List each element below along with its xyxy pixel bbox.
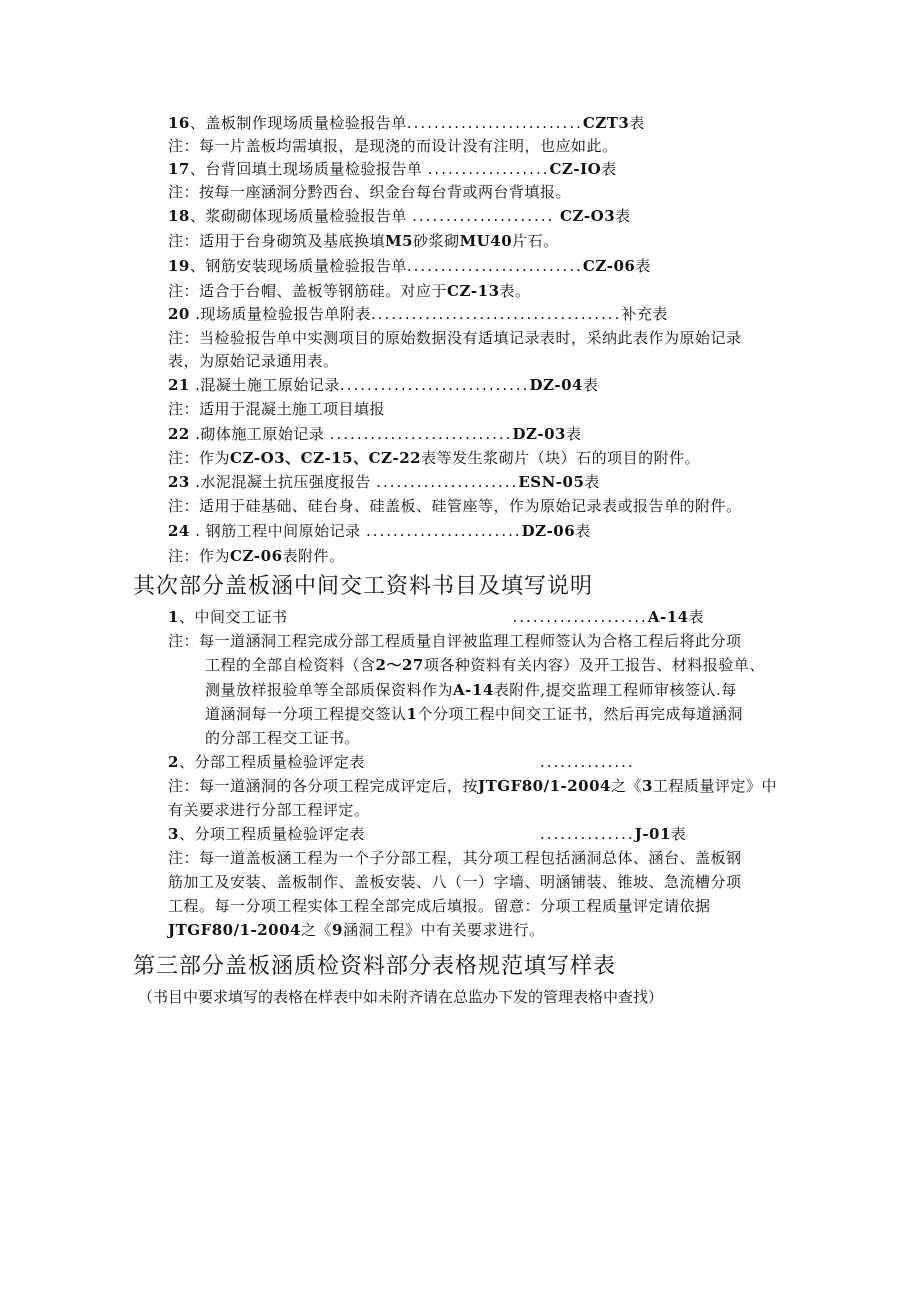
note-text: 之《 <box>611 777 643 795</box>
item-number: 21 <box>168 376 190 394</box>
form-code: CZ-O3 <box>554 207 616 225</box>
section2-note-1-line2 <box>205 654 765 676</box>
note-bold: 1 <box>406 705 418 723</box>
note-16: 注：每一片盖板均需填报，是现浇的而设计没有注明，也应如此。 <box>168 137 618 155</box>
leader-dots: .................... <box>512 608 648 626</box>
form-suffix: 表 <box>688 608 705 626</box>
leader-dots: .................. <box>427 160 550 178</box>
form-code: ESN-05 <box>518 473 585 491</box>
item-number: 18 <box>168 207 190 225</box>
note-21: 注：适用于混凝土施工项目填报 <box>168 400 386 418</box>
note-text: 注：每一道涵洞的各分项工程完成评定后，按 <box>168 777 479 795</box>
section2-note-3-line1: 注：每一道盖板涵工程为一个子分部工程，其分项工程包括涵洞总体、涵台、盖板钢 <box>168 849 742 867</box>
item-number: 17 <box>168 160 190 178</box>
leader-dots: ........................... <box>329 425 513 443</box>
note-bold: CZ-13 <box>447 282 500 300</box>
note-bold: CZ-O3、CZ-15、CZ-22 <box>230 449 422 467</box>
item-title: .砌体施工原始记录 <box>189 425 330 443</box>
item-title: 、盖板制作现场质量检验报告单 <box>189 114 407 132</box>
note-text: 注：适合于台帽、盖板等钢筋硅。对应于 <box>168 282 448 300</box>
note-bold: A-14 <box>453 681 494 699</box>
note-text: 之《 <box>300 921 332 939</box>
leader-dots: ....................... <box>365 522 522 540</box>
item-number: 1 <box>168 608 179 626</box>
note-23: 注：适用于硅基础、硅台身、硅盖板、硅管座等，作为原始记录表或报告单的附件。 <box>168 497 742 515</box>
form-code: DZ-03 <box>512 425 566 443</box>
form-suffix: 表 <box>583 376 599 394</box>
form-suffix: 表 <box>670 825 687 843</box>
list-item-19 <box>168 255 651 277</box>
list-item-24 <box>168 520 591 542</box>
list-item-23 <box>168 471 600 493</box>
form-suffix: 表 <box>566 425 582 443</box>
note-bold: 9 <box>332 921 343 939</box>
section-3-subtitle: （书目中要求填写的表格在样表中如未附齐请在总监办下发的管理表格中查找） <box>138 988 664 1006</box>
item-title: 、钢筋安装现场质量检验报告单 <box>189 257 407 275</box>
note-text: 项各种资料有关内容）及开工报告、材料报验单、 <box>423 656 765 674</box>
leader-dots: ..................................... <box>370 305 622 323</box>
form-suffix: 表 <box>629 114 645 132</box>
section2-note-1-line1: 注：每一道涵洞工程完成分部工程质量自评被监理工程师签认为合格工程后将此分项 <box>168 632 742 650</box>
note-text: 道涵洞每一分项工程提交签认 <box>205 705 407 723</box>
note-text: 表等发生浆砌片（块）石的项目的附件。 <box>421 449 701 467</box>
form-code: CZ-06 <box>582 257 636 275</box>
note-17: 注：按每一座涵洞分黔西台、织金台每台背或两台背填报。 <box>168 183 572 201</box>
note-text: 注：作为 <box>168 547 231 565</box>
note-18 <box>168 230 559 252</box>
note-text: 个分项工程中间交工证书，然后再完成每道涵洞 <box>417 705 743 723</box>
list-item-21 <box>168 374 599 396</box>
note-text: 工程的全部自检资料（含 <box>205 656 376 674</box>
note-bold: 2～27 <box>375 656 424 674</box>
form-suffix: 表 <box>575 522 591 540</box>
item-title: . 钢筋工程中间原始记录 <box>189 522 366 540</box>
leader-dots: ..................... <box>376 473 519 491</box>
note-20-line2: 表，为原始记录通用表。 <box>168 352 339 370</box>
form-code: J-01 <box>634 825 671 843</box>
form-suffix: 表 <box>635 257 651 275</box>
section2-note-1-line4 <box>205 703 743 725</box>
section2-note-2-line1 <box>168 775 777 797</box>
item-number: 24 <box>168 522 190 540</box>
note-bold: M5 <box>385 232 414 250</box>
list-item-22 <box>168 423 582 445</box>
section2-note-1-line3 <box>205 679 737 701</box>
form-code: DZ-04 <box>529 376 583 394</box>
list-item-17 <box>168 158 617 180</box>
leader-dots: .............. <box>539 753 635 771</box>
item-title: .水泥混凝土抗压强度报告 <box>189 473 377 491</box>
item-number: 2 <box>168 753 179 771</box>
leader-dots: ............................ <box>339 376 530 394</box>
note-text: 涵洞工程》中有关要求进行。 <box>342 921 545 939</box>
item-title: .现场质量检验报告单附表 <box>189 305 371 323</box>
list-item-18 <box>168 205 631 227</box>
form-suffix: 补充表 <box>621 305 668 323</box>
section2-item-1 <box>168 606 704 628</box>
leader-dots: .............. <box>539 825 635 843</box>
item-title: .混凝土施工原始记录 <box>189 376 340 394</box>
note-20-line1: 注：当检验报告单中实测项目的原始数据没有适填记录表时，采纳此表作为原始记录 <box>168 329 742 347</box>
section-3-heading: 第三部分盖板涵质检资料部分表格规范填写样表 <box>133 954 617 979</box>
section2-note-1-line5: 的分部工程交工证书。 <box>205 729 361 747</box>
item-title: 、浆砌砌体现场质量检验报告单 <box>189 207 413 225</box>
section2-item-3 <box>168 823 686 845</box>
item-title: 、分部工程质量检验评定表 <box>178 753 365 771</box>
item-number: 20 <box>168 305 190 323</box>
section2-note-3-line4 <box>168 919 544 941</box>
item-title: 、中间交工证书 <box>178 608 288 626</box>
note-text: 表附件。 <box>282 547 345 565</box>
list-item-16 <box>168 112 645 134</box>
form-code: CZT3 <box>582 114 630 132</box>
leader-dots: ..................... <box>412 207 555 225</box>
note-bold: JTGF80/1-2004 <box>168 921 301 939</box>
note-bold: 3 <box>642 777 653 795</box>
note-text: 测量放样报验单等全部质保资料作为 <box>205 681 454 699</box>
item-number: 23 <box>168 473 190 491</box>
section2-note-3-line3: 工程。每一分项工程实体工程全部完成后填报。留意：分项工程质量评定请依据 <box>168 897 711 915</box>
note-bold: JTGF80/1-2004 <box>478 777 611 795</box>
form-suffix: 表 <box>584 473 600 491</box>
leader-dots: .......................... <box>406 257 583 275</box>
form-code: A-14 <box>647 608 689 626</box>
item-number: 22 <box>168 425 190 443</box>
section2-item-2 <box>168 751 635 773</box>
form-code: DZ-06 <box>521 522 576 540</box>
note-19 <box>168 280 531 302</box>
item-title: 、台背回填土现场质量检验报告单 <box>189 160 428 178</box>
item-title: 、分项工程质量检验评定表 <box>178 825 365 843</box>
list-item-20 <box>168 303 668 325</box>
note-text: 片石。 <box>512 232 559 250</box>
note-bold: CZ-06 <box>230 547 283 565</box>
note-text: 砂浆砌 <box>413 232 460 250</box>
leader-dots: .......................... <box>406 114 583 132</box>
item-number: 16 <box>168 114 190 132</box>
form-suffix: 表 <box>601 160 617 178</box>
section-2-heading: 其次部分盖板涵中间交工资料书目及填写说明 <box>133 574 594 599</box>
item-number: 19 <box>168 257 190 275</box>
section2-note-2-line2: 有关要求进行分部工程评定。 <box>168 801 370 819</box>
section2-note-3-line2: 筋加工及安装、盖板制作、盖板安装、八（一）字墙、明涵铺装、锥坡、急流槽分项 <box>168 873 742 891</box>
note-text: 注：适用于台身砌筑及基底换填 <box>168 232 386 250</box>
note-text: 工程质量评定》中 <box>652 777 777 795</box>
note-24 <box>168 545 345 567</box>
form-suffix: 表 <box>615 207 631 225</box>
note-22 <box>168 447 700 469</box>
note-text: 表。 <box>499 282 531 300</box>
note-bold: MU40 <box>459 232 513 250</box>
form-code: CZ-IO <box>549 160 602 178</box>
note-text: 表附件,提交监理工程师审核签认.每 <box>493 681 737 699</box>
item-number: 3 <box>168 825 179 843</box>
note-text: 注：作为 <box>168 449 231 467</box>
